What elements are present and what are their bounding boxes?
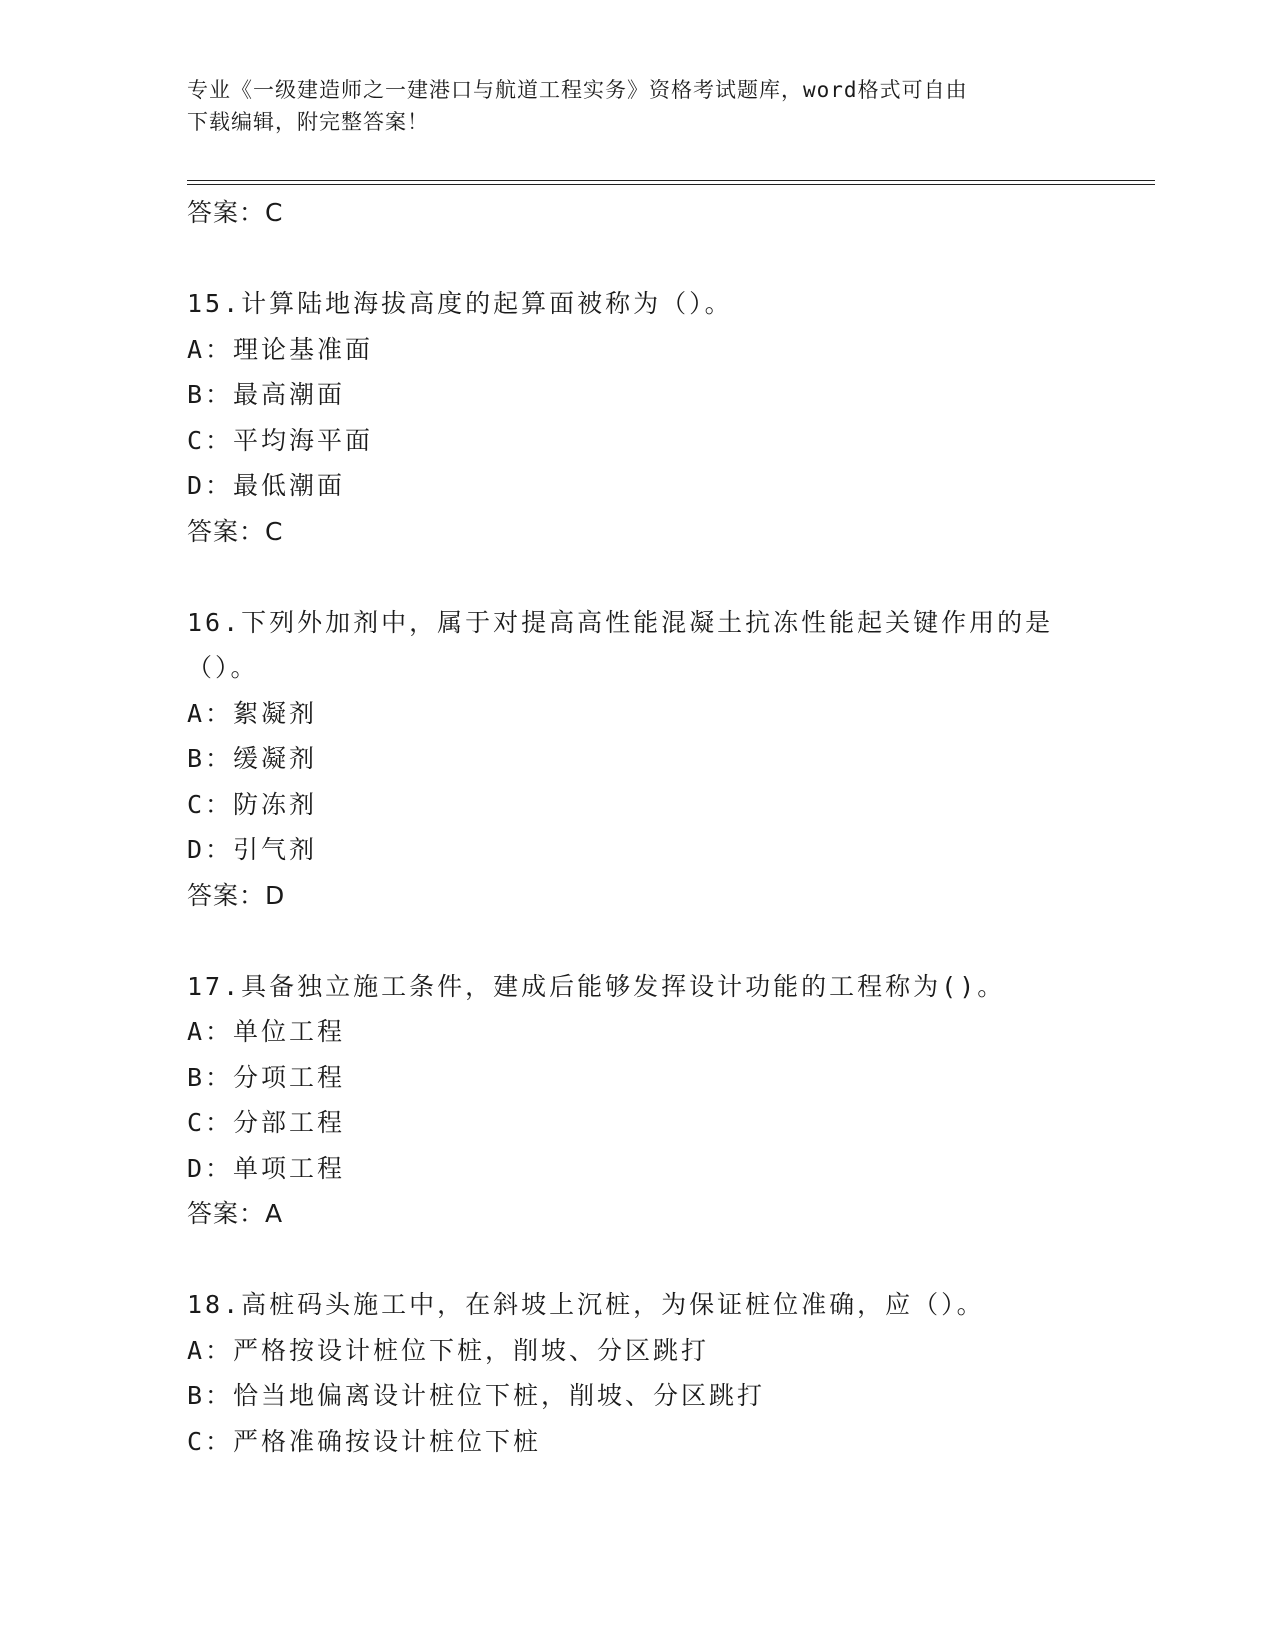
spacer [187, 554, 1087, 600]
header-divider-bottom [187, 184, 1155, 185]
question-stem: 16.下列外加剂中，属于对提高高性能混凝土抗冻性能起关键作用的是 [187, 607, 1054, 637]
option-d: D：单项工程 [187, 1153, 346, 1183]
question-stem: 18.高桩码头施工中，在斜坡上沉桩，为保证桩位准确，应（）。 [187, 1290, 985, 1319]
spacer [187, 1237, 1087, 1283]
option-b: B：最高潮面 [187, 380, 346, 409]
document-header [187, 74, 1087, 138]
question-stem-continuation: （）。 [187, 653, 259, 682]
question-stem: 17.具备独立施工条件，建成后能够发挥设计功能的工程称为()。 [187, 971, 1006, 1001]
answer-line: 答案：A [187, 1199, 284, 1228]
option-a: A：单位工程 [187, 1017, 346, 1046]
header-line-1: 专业《一级建造师之一建港口与航道工程实务》资格考试题库，word格式可自由 [187, 78, 968, 102]
spacer [187, 918, 1087, 964]
question-15 [187, 281, 1087, 554]
option-d: D：最低潮面 [187, 471, 346, 500]
answer-line: 答案：C [187, 198, 284, 227]
answer-line: 答案：C [187, 516, 284, 546]
option-c: C：防冻剂 [187, 789, 318, 819]
header-line-2: 下载编辑，附完整答案！ [187, 110, 429, 134]
option-a: A：絮凝剂 [187, 698, 318, 728]
question-list [187, 190, 1087, 1464]
option-a: A：严格按设计桩位下桩，削坡、分区跳打 [187, 1335, 710, 1365]
question-18 [187, 1282, 1087, 1464]
option-b: B：恰当地偏离设计桩位下桩，削坡、分区跳打 [187, 1381, 766, 1410]
spacer [187, 236, 1087, 282]
option-d: D：引气剂 [187, 835, 318, 864]
option-b: B：分项工程 [187, 1062, 346, 1092]
option-b: B：缓凝剂 [187, 744, 318, 773]
option-a: A：理论基准面 [187, 334, 374, 364]
option-c: C：严格准确按设计桩位下桩 [187, 1426, 542, 1456]
header-divider-top [187, 180, 1155, 181]
question-16 [187, 600, 1087, 919]
option-c: C：分部工程 [187, 1108, 346, 1137]
question-17 [187, 964, 1087, 1237]
answer-line: 答案：D [187, 880, 286, 910]
option-c: C：平均海平面 [187, 425, 374, 455]
question-stem: 15.计算陆地海拔高度的起算面被称为（）。 [187, 289, 733, 318]
